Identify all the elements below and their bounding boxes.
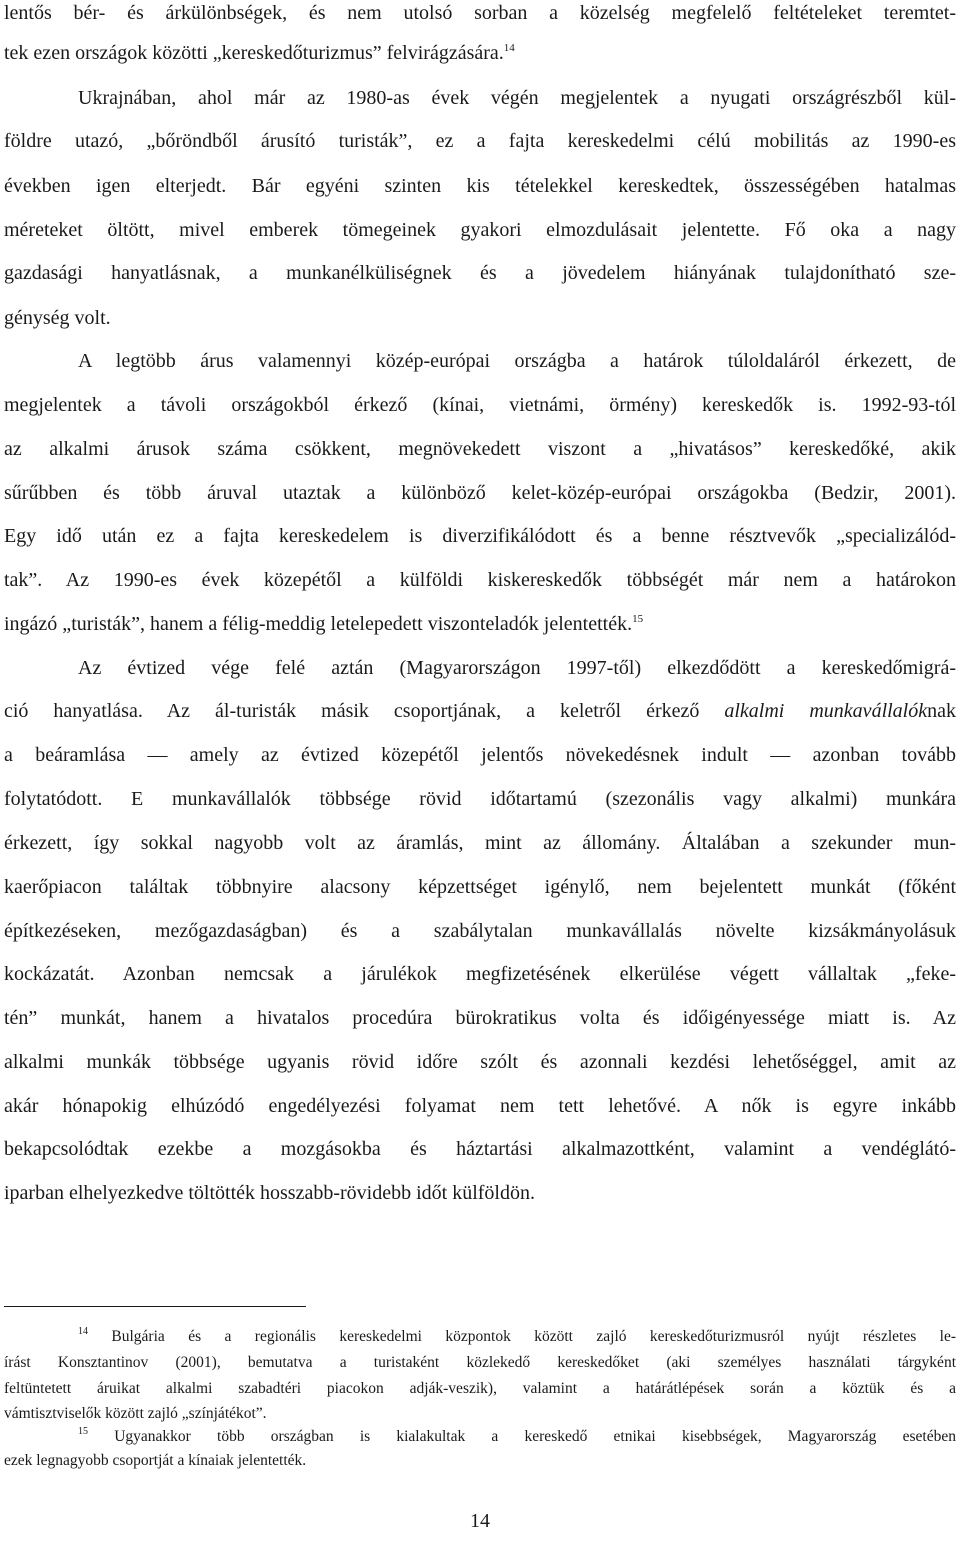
body-line: folytatódott. E munkavállalók többsége rövid időtartamú (szezonális vagy alkalmi) munkára — [4, 788, 956, 810]
body-line: tak”. Az 1990-es évek közepétől a külföldi kiskereskedők többségét már nem a határokon — [4, 569, 956, 591]
body-line: építkezéseken, mezőgazdaságban) és a szabálytalan munkavállalás növelte kizsákmányolásuk — [4, 920, 956, 942]
body-line: tek ezen országok közötti „kereskedőturizmus” felvirágzására.$^{14}$ — [4, 42, 515, 64]
body-line: gazdasági hanyatlásnak, a munkanélküliségnek és a jövedelem hiányának tulajdonítható sze- — [4, 262, 956, 284]
page-number: 14 — [470, 1510, 490, 1532]
body-line: akár hónapokig elhúzódó engedélyezési folyamat nem tett lehetővé. A nők is egyre inkább — [4, 1095, 956, 1117]
body-line: bekapcsolódtak ezekbe a mozgásokba és háztartási alkalmazottként, valamint a vendéglátó- — [4, 1138, 956, 1160]
footnote-line: $^{14}$ Bulgária és a regionális kereskedelmi központok között zajló kereskedőturizmusról nyújt részletes le- — [78, 1326, 956, 1345]
footnote-separator — [4, 1306, 306, 1307]
body-line: tén” munkát, hanem a hivatalos procedúra bürokratikus volta és időigényessége miatt is. Az — [4, 1007, 956, 1029]
body-line: érkezett, így sokkal nagyobb volt az áramlás, mint az állomány. Általában a szekunder mun- — [4, 832, 956, 854]
body-line: kockázatát. Azonban nemcsak a járulékok megfizetésének elkerülése végett vállaltak „feke- — [4, 963, 956, 985]
body-line: megjelentek a távoli országokból érkező (kínai, vietnámi, örmény) kereskedők is. 1992-93-tól — [4, 394, 956, 416]
body-line: alkalmi munkák többsége ugyanis rövid időre szólt és azonnali kezdési lehetőséggel, amit az — [4, 1051, 956, 1073]
body-line: Az évtized vége felé aztán (Magyarországon 1997-től) elkezdődött a kereskedőmigrá- — [78, 657, 956, 679]
body-line: az alkalmi árusok száma csökkent, megnövekedett viszont a „hivatásos” kereskedőké, akik — [4, 438, 956, 460]
body-line: földre utazó, „bőröndből árusító turisták”, ez a fajta kereskedelmi célú mobilitás az 1990-es — [4, 130, 956, 152]
body-line: Egy idő után ez a fajta kereskedelem is diverzifikálódott és a benne résztvevők „specializálód- — [4, 525, 956, 547]
body-line: kaerőpiacon találtak többnyire alacsony képzettséget igénylő, nem bejelentett munkát (főként — [4, 876, 956, 898]
body-line: a beáramlása — amely az évtized közepétől jelentős növekedésnek indult — azonban tovább — [4, 744, 956, 766]
body-line: méreteket öltött, mivel emberek tömegeinek gyakori elmozdulásait jelentette. Fő oka a nagy — [4, 219, 956, 241]
footnote-ref[interactable]: 14 — [503, 42, 515, 54]
body-line: Ukrajnában, ahol már az 1980-as évek végén megjelentek a nyugati országrészből kül- — [78, 87, 956, 109]
footnote-number: 15 — [78, 1426, 88, 1437]
footnote-line: ezek legnagyobb csoportját a kínaiak jelentették. — [4, 1452, 307, 1469]
footnote-line: írást Konsztantinov (2001), bemutatva a turistaként közlekedő kereskedőket (aki személyes használati tárgyként — [4, 1354, 956, 1371]
body-line: években igen elterjedt. Bár egyéni szinten kis tételekkel kereskedtek, összességében hatalmas — [4, 175, 956, 197]
body-line: sűrűbben és több áruval utaztak a különböző kelet-közép-európai országokba (Bedzir, 2001). — [4, 482, 956, 504]
body-line: ció hanyatlása. Az ál-turisták másik csoportjának, a keletről érkező alkalmi munkavállalóknak — [4, 700, 957, 722]
footnote-line: $^{15}$ Ugyanakkor több országban is kialakultak a kereskedő etnikai kisebbségek, Magyarország esetében — [78, 1426, 956, 1445]
footnote-ref[interactable]: 15 — [632, 613, 644, 625]
body-line: lentős bér- és árkülönbségek, és nem utolsó sorban a közelség megfelelő feltételeket teremtet- — [4, 2, 956, 24]
footnote-line: vámtisztviselők között zajló „színjátékot”. — [4, 1405, 267, 1422]
body-line: iparban elhelyezkedve töltötték hosszabb-rövidebb időt külföldön. — [4, 1182, 535, 1204]
footnote-number: 14 — [78, 1326, 88, 1337]
footnote-line: feltüntetett áruikat alkalmi szabadtéri piacokon adják-veszik), valamint a határátlépések során a köztük és a — [4, 1380, 956, 1397]
body-line: ingázó „turisták”, hanem a félig-meddig letelepedett viszonteladók jelentették.$^{15}$ — [4, 613, 644, 635]
body-line: A legtöbb árus valamennyi közép-európai országba a határok túloldaláról érkezett, de — [78, 350, 956, 372]
body-line: génység volt. — [4, 307, 111, 329]
emphasis: alkalmi munkavállalók — [724, 700, 928, 722]
